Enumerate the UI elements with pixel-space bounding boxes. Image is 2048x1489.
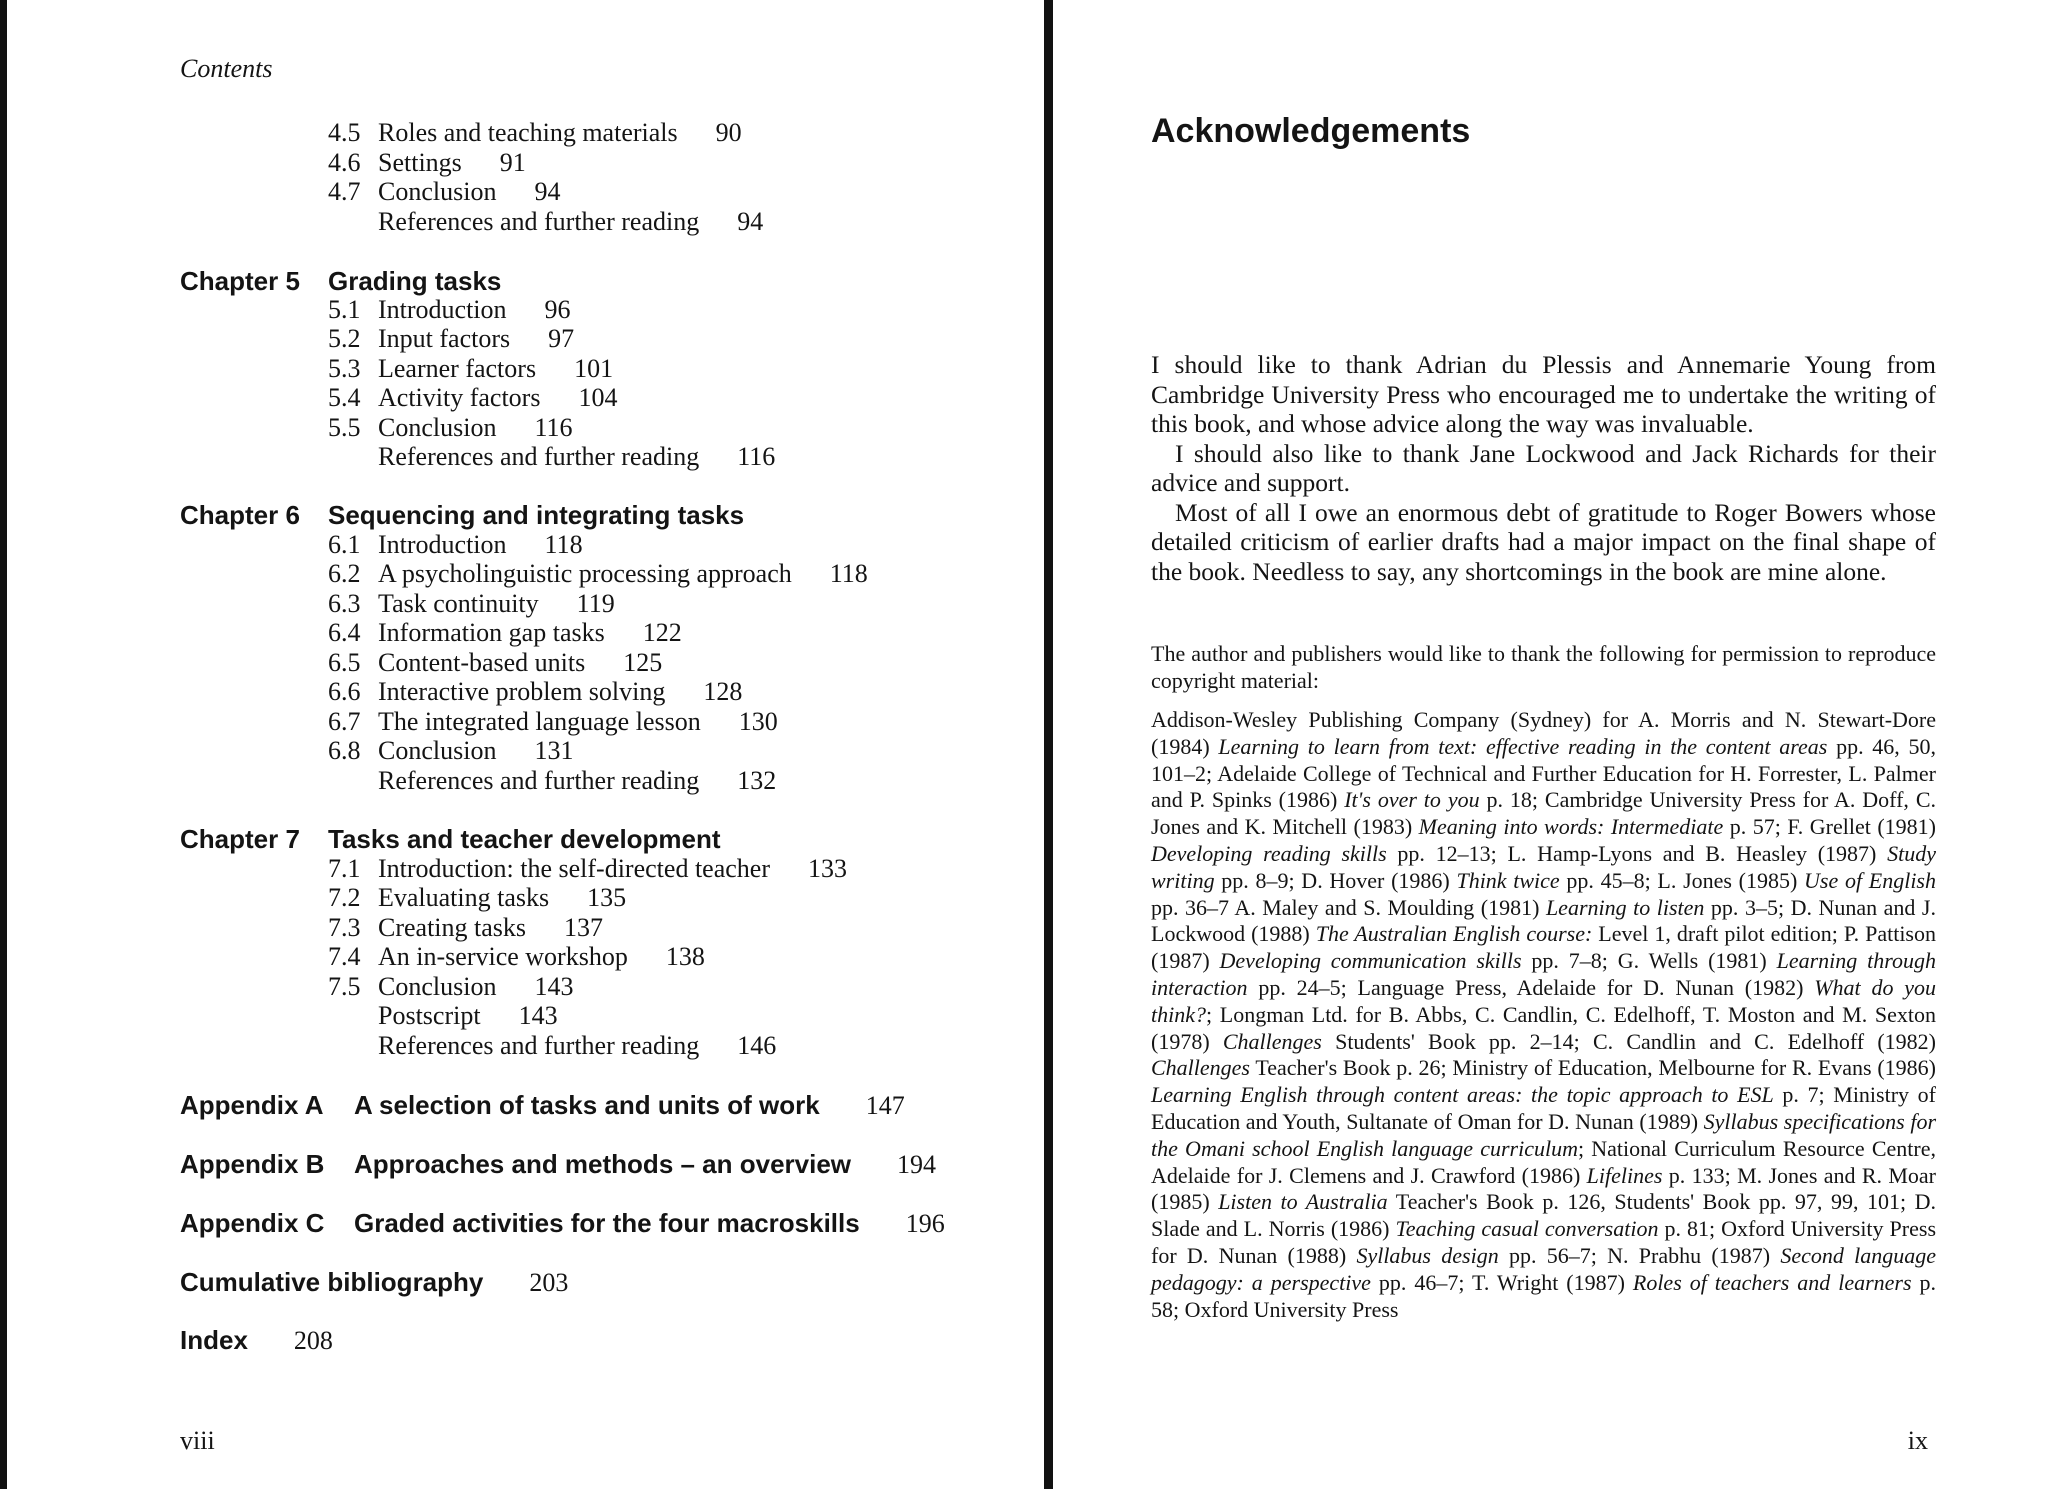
citation-title: Learning to listen — [1545, 894, 1705, 920]
toc-entry-title: Conclusion — [378, 413, 497, 442]
toc-entry-page: 128 — [703, 677, 743, 706]
appendix-page: 194 — [897, 1150, 937, 1179]
toc-entry-page: 135 — [587, 883, 627, 912]
bibliography-entry — [180, 1267, 568, 1298]
toc-entry-title: Introduction — [378, 530, 507, 559]
appendix-label: Appendix A — [180, 1090, 324, 1120]
chapter-label: Chapter 5 — [180, 266, 300, 296]
chapter-title: Tasks and teacher development — [328, 824, 721, 854]
citation-title: Use of English — [1804, 867, 1936, 893]
toc-entry-page: 101 — [574, 354, 614, 383]
appendix-entry — [180, 1149, 936, 1180]
toc-entry-number: 5.5 — [328, 413, 361, 442]
appendix-title: A selection of tasks and units of work — [354, 1090, 820, 1120]
toc-entry-page: 133 — [807, 854, 847, 883]
toc-entry-page: 118 — [829, 559, 868, 588]
toc-entry-title: Learner factors — [378, 354, 537, 383]
toc-entry — [328, 295, 571, 325]
citation-text: Teacher's Book p. 26; Ministry of Education, Melbourne for R. Evans (1986) — [1250, 1055, 1936, 1081]
toc-entry — [328, 736, 573, 766]
citation-text: ; National Curriculum Resource Centre, Adelaide for J. Clemens and J. Crawford (1986) — [1151, 1135, 1936, 1188]
citation-title: Learning through interaction — [1151, 948, 1937, 1000]
toc-entry-number: 6.6 — [328, 677, 361, 706]
permissions-list — [1151, 707, 1936, 1323]
citation-text: p. 7; Ministry of Education and Youth, Sultanate of Oman for D. Nunan (1989) — [1151, 1082, 1936, 1134]
body-paragraph: Most of all I owe an enormous debt of gratitude to Roger Bowers whose detailed criticism of earlier drafts had a major impact on the final shape of the book. Needless to say, any shortcomings in the book are mine alone. — [1151, 497, 1936, 586]
toc-entry — [328, 118, 742, 148]
citation-title: Developing reading skills — [1151, 840, 1387, 866]
citation-text: pp. 45–8; L. Jones (1985) — [1559, 867, 1805, 893]
toc-entry-number: 6.7 — [328, 707, 361, 736]
appendix-entry — [180, 1208, 945, 1239]
toc-entry-number: 6.2 — [328, 559, 361, 588]
citation-title: Learning to learn from text: effective reading in the content areas — [1218, 733, 1828, 759]
citation-text: p. 81; Oxford University Press for D. Nunan (1988) — [1151, 1216, 1936, 1268]
page-heading: Acknowledgements — [1151, 112, 1471, 150]
toc-entry-title: References and further reading — [378, 1031, 700, 1060]
toc-entry-title: Conclusion — [378, 177, 497, 206]
toc-entry — [328, 413, 573, 443]
toc-entry-number: 7.4 — [328, 942, 361, 971]
toc-entry-number: 5.1 — [328, 295, 361, 324]
appendix-entry — [180, 1090, 905, 1121]
citation-text: pp. 36–7 A. Maley and S. Moulding (1981) — [1151, 894, 1546, 920]
citation-title: Syllabus design — [1356, 1242, 1499, 1268]
toc-entry-page: 94 — [737, 207, 764, 236]
toc-entry-page: 132 — [737, 766, 777, 795]
toc-entry — [328, 618, 682, 648]
citation-title: Learning English through content areas: the topic approach to ESL — [1151, 1082, 1774, 1108]
toc-entry-title: Postscript — [378, 1001, 481, 1030]
toc-entry-title: Information gap tasks — [378, 618, 605, 647]
toc-entry — [328, 883, 626, 913]
toc-entry-number: 7.3 — [328, 913, 361, 942]
toc-entry-number: 5.2 — [328, 324, 361, 353]
toc-entry-title: The integrated language lesson — [378, 707, 701, 736]
toc-entry-number: 6.4 — [328, 618, 361, 647]
citation-title: What do you think? — [1151, 974, 1936, 1027]
toc-entry-page: 94 — [534, 177, 561, 206]
acknowledgements-page — [1053, 0, 2048, 1489]
toc-entry-number: 7.1 — [328, 854, 361, 883]
toc-references — [378, 766, 776, 796]
toc-entry — [328, 148, 526, 178]
toc-entry-number: 6.8 — [328, 736, 361, 765]
citation-title: Challenges — [1222, 1028, 1322, 1054]
toc-entry — [328, 530, 583, 560]
toc-entry — [328, 354, 613, 384]
toc-entry — [328, 913, 603, 943]
citation-text: Students' Book pp. 2–14; C. Candlin and C. Edelhoff (1982) — [1321, 1028, 1936, 1054]
toc-entry-title: Introduction: the self-directed teacher — [378, 854, 770, 883]
toc-entry-title: Creating tasks — [378, 913, 527, 942]
citation-title: Think twice — [1456, 867, 1560, 893]
citation-title: Roles of teachers and learners — [1632, 1269, 1912, 1295]
toc-entry — [328, 648, 662, 678]
citation-text: pp. 12–13; L. Hamp-Lyons and B. Heasley (1987) — [1386, 840, 1888, 866]
toc-entry-title: References and further reading — [378, 442, 700, 471]
toc-references — [378, 442, 775, 472]
citation-text: p. 18; Cambridge University Press for A. Doff, C. Jones and K. Mitchell (1983) — [1151, 787, 1936, 840]
toc-entry — [328, 707, 778, 737]
citation-title: Lifelines — [1586, 1162, 1663, 1188]
appendix-page: 147 — [865, 1091, 905, 1120]
toc-references — [378, 207, 763, 237]
citation-title: Challenges — [1151, 1055, 1250, 1081]
toc-entry — [328, 324, 574, 354]
toc-entry-number: 7.5 — [328, 972, 361, 1001]
bibliography-page: 203 — [529, 1268, 569, 1297]
toc-entry-title: Conclusion — [378, 736, 497, 765]
toc-entry-page: 125 — [623, 648, 663, 677]
toc-entry-title: Interactive problem solving — [378, 677, 666, 706]
toc-entry-page: 146 — [737, 1031, 777, 1060]
toc-entry-title: Input factors — [378, 324, 511, 353]
citation-text: pp. 46–7; T. Wright (1987) — [1370, 1269, 1633, 1295]
toc-references — [378, 1031, 776, 1061]
citation-title: Teaching casual conversation — [1395, 1216, 1659, 1242]
citation-text: pp. 8–9; D. Hover (1986) — [1214, 867, 1457, 893]
toc-entry-title: Content-based units — [378, 648, 586, 677]
toc-entry-title: Roles and teaching materials — [378, 118, 678, 147]
toc-entry-title: References and further reading — [378, 207, 700, 236]
citation-title: Study writing — [1151, 840, 1936, 893]
toc-entry-page: 138 — [665, 942, 705, 971]
toc-entry — [328, 972, 573, 1002]
toc-entry-number: 6.1 — [328, 530, 361, 559]
toc-entry-page: 104 — [578, 383, 618, 412]
citation-text: Teacher's Book p. 126, Students' Book pp. 97, 99, 101; D. Slade and L. Norris (1986) — [1151, 1189, 1937, 1242]
toc-entry — [328, 854, 847, 884]
toc-entry-number: 6.3 — [328, 589, 361, 618]
toc-entry-number: 7.2 — [328, 883, 361, 912]
appendix-page: 196 — [905, 1209, 945, 1238]
toc-entry-title: Introduction — [378, 295, 507, 324]
citation-text: Level 1, draft pilot edition; P. Pattison (1987) — [1151, 921, 1936, 974]
citation-title: Developing communication skills — [1219, 948, 1522, 974]
toc-entry-page: 137 — [564, 913, 604, 942]
citation-title: It's over to you — [1344, 787, 1480, 813]
toc-entry-page: 131 — [534, 736, 574, 765]
toc-entry-title: References and further reading — [378, 766, 700, 795]
acknowledgements-body — [1151, 350, 1936, 586]
appendix-label: Appendix B — [180, 1149, 325, 1179]
citation-text: pp. 56–7; N. Prabhu (1987) — [1498, 1242, 1781, 1268]
toc-entry-number: 4.5 — [328, 118, 361, 147]
toc-entry-page: 118 — [544, 530, 583, 559]
body-paragraph: I should like to thank Adrian du Plessis and Annemarie Young from Cambridge University Press who encouraged me to undertake the writing of this book, and whose advice along the way was invaluable. — [1151, 350, 1936, 438]
chapter-label: Chapter 6 — [180, 500, 300, 530]
appendix-title: Approaches and methods – an overview — [354, 1149, 852, 1179]
toc-entry-page: 91 — [499, 148, 526, 177]
toc-entry-number: 6.5 — [328, 648, 361, 677]
toc-entry — [328, 177, 560, 207]
toc-entry-title: Activity factors — [378, 383, 541, 412]
toc-entry-number: 5.3 — [328, 354, 361, 383]
toc-entry-page: 143 — [518, 1001, 558, 1030]
toc-entry-page: 97 — [548, 324, 575, 353]
toc-entry-page: 90 — [715, 118, 742, 147]
toc-entry-page: 96 — [544, 295, 571, 324]
page-gutter — [1044, 0, 1053, 1489]
toc-entry-number: 4.6 — [328, 148, 361, 177]
citation-title: The Australian English course: — [1315, 921, 1593, 947]
index-entry — [180, 1325, 333, 1356]
citation-text: pp. 24–5; Language Press, Adelaide for D. Nunan (1982) — [1247, 974, 1815, 1000]
citation-title: Second language pedagogy: a perspective — [1151, 1242, 1936, 1295]
toc-entry — [328, 677, 742, 707]
toc-entry-number: 4.7 — [328, 177, 361, 206]
toc-entry — [328, 589, 615, 619]
citation-text: ; Longman Ltd. for B. Abbs, C. Candlin, C. Edelhoff, T. Moston and M. Sexton (1978) — [1151, 1001, 1936, 1054]
citation-text: pp. 46, 50, 101–2; Adelaide College of Technical and Further Education for H. Forrester, L. Palmer and P. Spinks (1986) — [1151, 733, 1937, 813]
citation-title: Meaning into words: Intermediate — [1418, 814, 1724, 840]
bibliography-label: Cumulative bibliography — [180, 1267, 484, 1297]
toc-entry-title: A psycholinguistic processing approach — [378, 559, 792, 588]
toc-entry-page: 116 — [534, 413, 573, 442]
page-number: viii — [180, 1426, 215, 1455]
toc-entry-page: 130 — [738, 707, 778, 736]
body-paragraph: I should also like to thank Jane Lockwood and Jack Richards for their advice and support. — [1151, 438, 1936, 497]
toc-postscript — [378, 1001, 558, 1031]
toc-entry-title: Evaluating tasks — [378, 883, 550, 912]
appendix-title: Graded activities for the four macroskills — [354, 1208, 860, 1238]
toc-entry-title: Conclusion — [378, 972, 497, 1001]
toc-entry-title: Task continuity — [378, 589, 539, 618]
citation-text: pp. 3–5; D. Nunan and J. Lockwood (1988) — [1151, 894, 1936, 947]
permissions-intro: The author and publishers would like to thank the following for permission to reproduce copyright material: — [1151, 641, 1936, 693]
toc-entry-number: 5.4 — [328, 383, 361, 412]
toc-entry-title: An in-service workshop — [378, 942, 628, 971]
toc-entry-page: 143 — [534, 972, 574, 1001]
citation-text: p. 57; F. Grellet (1981) — [1723, 814, 1936, 840]
page-number: ix — [1907, 1426, 1928, 1455]
citation-text: p. 133; M. Jones and R. Moar (1985) — [1151, 1162, 1936, 1215]
chapter-label: Chapter 7 — [180, 824, 300, 854]
appendix-label: Appendix C — [180, 1208, 325, 1238]
toc-entry — [328, 559, 868, 589]
citation-title: Syllabus specifications for the Omani school English language curriculum — [1151, 1108, 1937, 1161]
citation-text: p. 58; Oxford University Press — [1151, 1269, 1936, 1322]
index-label: Index — [180, 1325, 248, 1355]
index-page: 208 — [293, 1326, 333, 1355]
toc-entry — [328, 383, 617, 413]
chapter-title: Sequencing and integrating tasks — [328, 500, 745, 530]
citation-text: pp. 7–8; G. Wells (1981) — [1521, 948, 1777, 974]
toc-entry-page: 116 — [737, 442, 776, 471]
citation-title: Listen to Australia — [1218, 1189, 1388, 1215]
running-head: Contents — [180, 54, 273, 83]
chapter-title: Grading tasks — [328, 266, 502, 296]
citation-text: Addison-Wesley Publishing Company (Sydney) for A. Morris and N. Stewart-Dore (1984) — [1151, 707, 1936, 759]
toc-entry-page: 122 — [642, 618, 682, 647]
toc-entry-title: Settings — [378, 148, 462, 177]
toc-entry — [328, 942, 705, 972]
toc-entry-page: 119 — [576, 589, 615, 618]
